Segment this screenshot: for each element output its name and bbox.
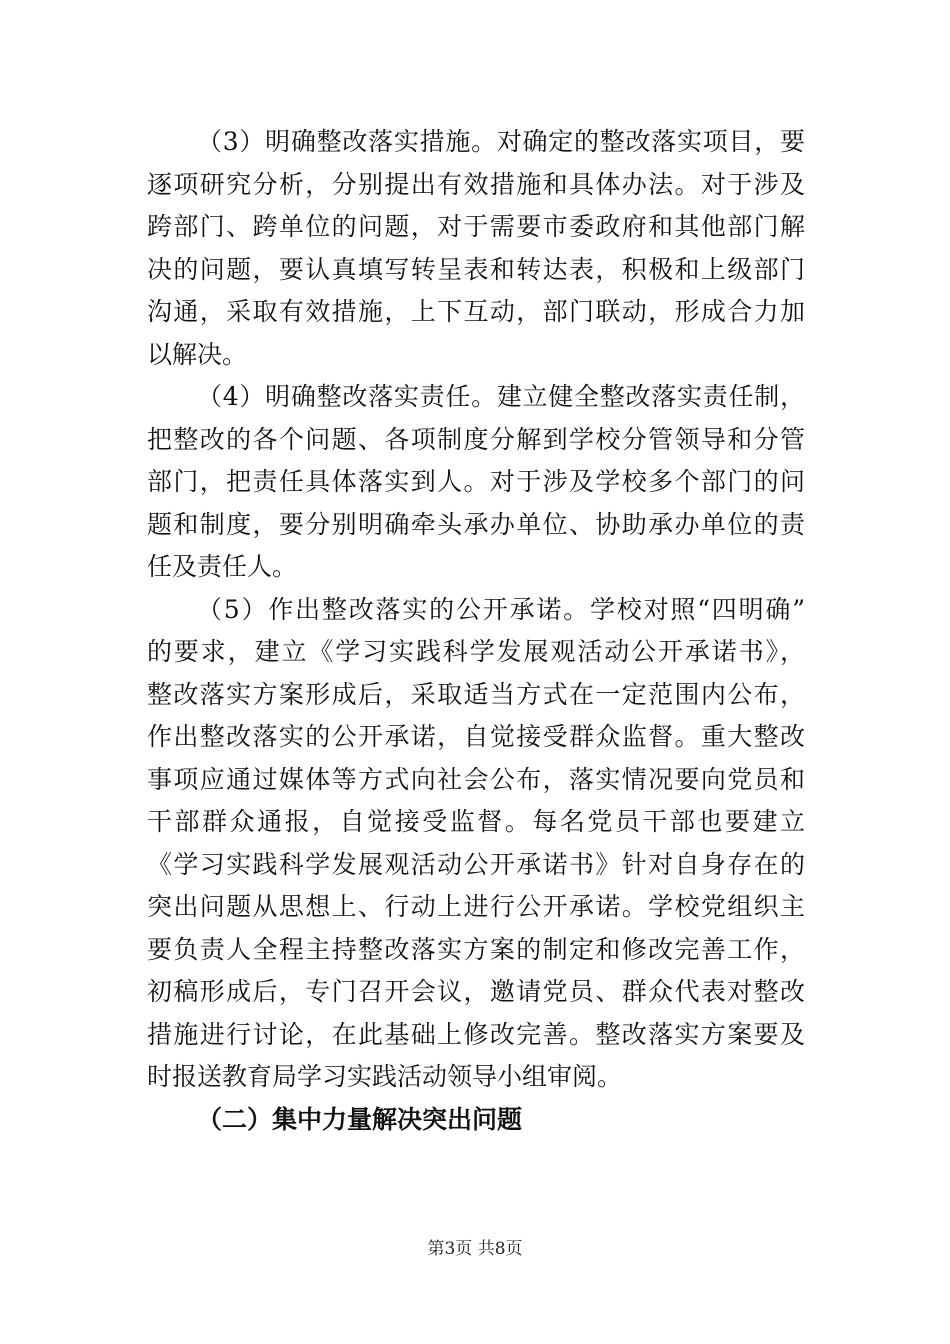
paragraph-4-line-3: 部门，把责任具体落实到人。对于涉及学校多个部门的问 — [147, 467, 805, 496]
paragraph-5-line-7: 《学习实践科学发展观活动公开承诺书》针对自身存在的 — [147, 850, 805, 879]
paragraph-5-line-4: 作出整改落实的公开承诺，自觉接受群众监督。重大整改 — [147, 722, 805, 751]
paragraph-3-line-6: 以解决。 — [147, 340, 248, 369]
paragraph-5-line-1: （5）作出整改落实的公开承诺。学校对照“四明确” — [197, 595, 805, 624]
section-heading: （二）集中力量解决突出问题 — [197, 1105, 523, 1134]
paragraph-5-line-9: 要负责人全程主持整改落实方案的制定和修改完善工作， — [147, 935, 805, 964]
paragraph-5-line-2: 的要求，建立《学习实践科学发展观活动公开承诺书》， — [147, 637, 805, 666]
paragraph-3-line-4: 决的问题，要认真填写转呈表和转达表，积极和上级部门 — [147, 255, 805, 284]
paragraph-4-line-2: 把整改的各个问题、各项制度分解到学校分管领导和分管 — [147, 425, 805, 454]
paragraph-4-line-5: 任及责任人。 — [147, 552, 298, 581]
paragraph-4-line-1: （4）明确整改落实责任。建立健全整改落实责任制， — [197, 382, 805, 411]
paragraph-5-line-5: 事项应通过媒体等方式向社会公布，落实情况要向党员和 — [147, 765, 805, 794]
paragraph-3-line-5: 沟通，采取有效措施，上下互动，部门联动，形成合力加 — [147, 297, 805, 326]
paragraph-3-line-1: （3）明确整改落实措施。对确定的整改落实项目，要 — [197, 127, 805, 156]
page-number: 第3页 共8页 — [427, 1239, 523, 1259]
paragraph-3-line-3: 跨部门、跨单位的问题，对于需要市委政府和其他部门解 — [147, 212, 805, 241]
paragraph-5-line-11: 措施进行讨论，在此基础上修改完善。整改落实方案要及 — [147, 1020, 805, 1049]
paragraph-5-line-10: 初稿形成后，专门召开会议，邀请党员、群众代表对整改 — [147, 977, 805, 1006]
paragraph-5-line-6: 干部群众通报，自觉接受监督。每名党员干部也要建立 — [147, 807, 805, 836]
paragraph-4-line-4: 题和制度，要分别明确牵头承办单位、协助承办单位的责 — [147, 510, 805, 539]
paragraph-5-line-12: 时报送教育局学习实践活动领导小组审阅。 — [147, 1062, 623, 1091]
paragraph-5-line-3: 整改落实方案形成后，采取适当方式在一定范围内公布， — [147, 680, 805, 709]
paragraph-5-line-8: 突出问题从思想上、行动上进行公开承诺。学校党组织主 — [147, 892, 805, 921]
paragraph-3-line-2: 逐项研究分析，分别提出有效措施和具体办法。对于涉及 — [147, 170, 805, 199]
